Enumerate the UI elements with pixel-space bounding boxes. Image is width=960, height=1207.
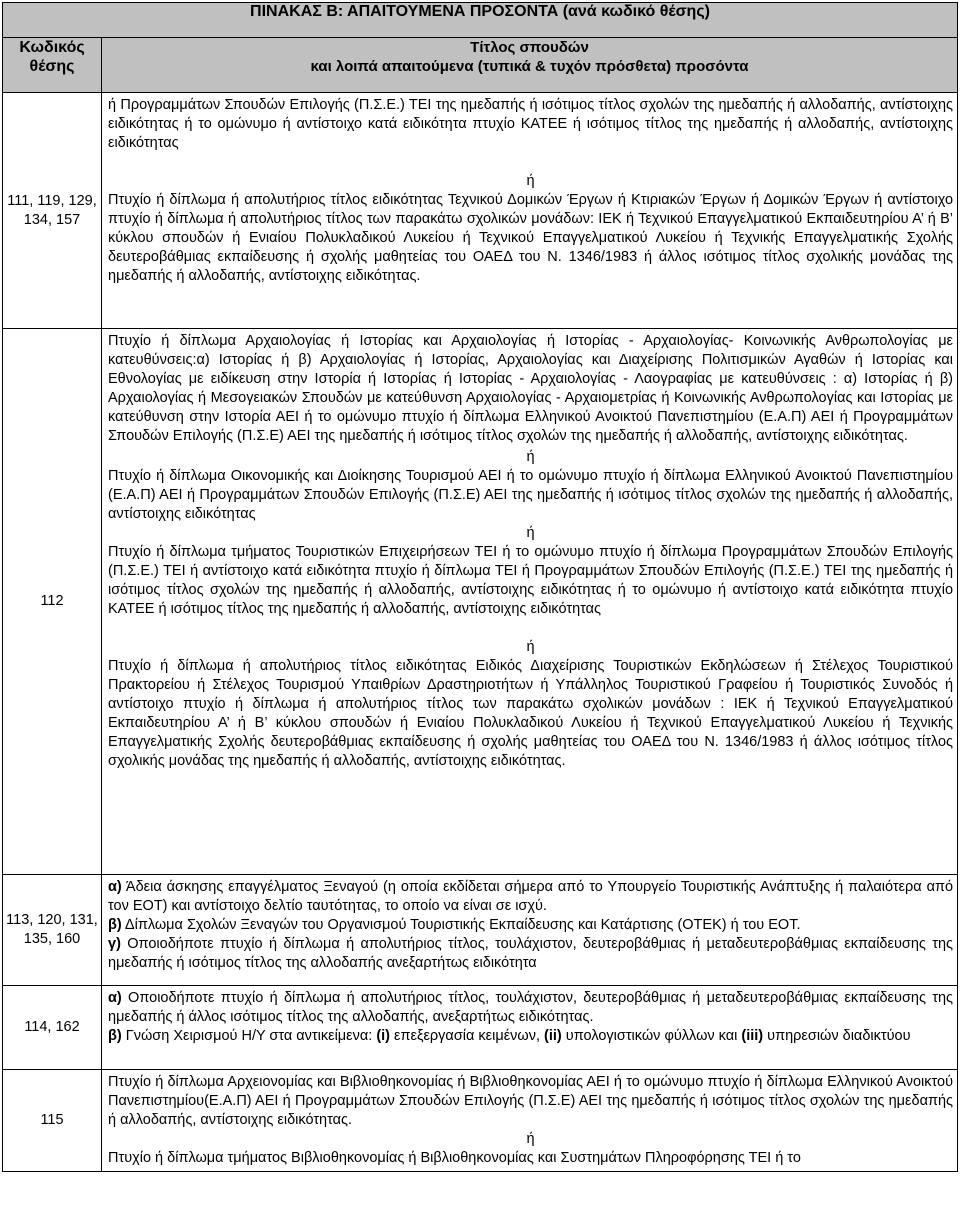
qualifications-cell <box>102 875 958 986</box>
table-row <box>3 875 958 986</box>
table-row <box>3 1070 958 1172</box>
code-header-line2: θέσης <box>29 58 75 75</box>
position-code: 112 <box>3 329 102 875</box>
requirement-a <box>108 878 953 916</box>
or-separator: ή <box>526 449 535 465</box>
item-label: (iii) <box>741 1028 764 1044</box>
qualification-text: Πτυχίο ή δίπλωμα Αρχαιολογίας ή Ιστορίας και Αρχαιολογίας ή Ιστορίας - Αρχαιολογίας- Κοινωνικής Ανθρωπολογίας με κατευθύνσεις:α) Ιστορίας ή β) Αρχαιολογίας ή Ιστορίας, Αρχαιολογίας και Διαχείρισης Πολιτισμικών Αγαθών ή Ιστορίας και Εθνολογίας με ειδίκευση στην Ιστορία ή Ιστορίας ή Ιστορίας - Αρχαιολογίας - Λαογραφίας με κατευθύνσεις : α) Ιστορίας ή β) Αρχαιολογίας ή Μεσογειακών Σπουδών με κατεύθυνση Αρχαιολογίας - Αρχαιομετρίας ή Κοινωνικής Ανθρωπολογίας και Ιστορίας με κατεύθυνση στην Ιστορία ΑΕΙ ή το ομώνυμο πτυχίο ή δίπλωμα Ελληνικού Ανοικτού Πανεπιστημίου (Ε.Α.Π) ΑΕΙ ή Προγραμμάτων Σπουδών Επιλογής (Π.Σ.Ε) ΑΕΙ της ημεδαπής ή ισότιμος τίτλος σχολών της ημεδαπής ή αλλοδαπής, αντίστοιχης ειδικότητας. <box>108 333 954 444</box>
code-column-header <box>3 38 102 93</box>
title-header-line2: και λοιπά απαιτούμενα (τυπικά & τυχόν πρόσθετα) προσόντα <box>310 58 749 75</box>
item-text: Δίπλωμα Σχολών Ξεναγών του Οργανισμού Τουριστικής Εκπαίδευσης και Κατάρτισης (ΟΤΕΚ) ή του ΕΟΤ. <box>124 917 801 933</box>
item-label: α) <box>108 879 122 895</box>
requirement-a <box>108 989 953 1027</box>
qualification-text: Πτυχίο ή δίπλωμα Οικονομικής και Διοίκησης Τουρισμού ΑΕΙ ή το ομώνυμο πτυχίο ή δίπλωμα Ελληνικού Ανοικτού Πανεπιστημίου (Ε.Α.Π) ΑΕΙ ή Προγραμμάτων Σπουδών Επιλογής (Π.Σ.Ε) ΑΕΙ της ημεδαπής ή ισότιμος τίτλος σχολών της ημεδαπής ή αλλοδαπής, αντίστοιχης ειδικότητας <box>108 468 954 522</box>
item-label: α) <box>108 990 122 1006</box>
code-header-line1: Κωδικός <box>19 39 85 56</box>
item-label: γ) <box>108 936 121 952</box>
qualification-text: Πτυχίο ή δίπλωμα τμήματος Βιβλιοθηκονομίας ή Βιβλιοθηκονομίας και Συστημάτων Πληροφόρησης ΤΕΙ ή το <box>108 1150 801 1166</box>
position-code: 115 <box>3 1070 102 1172</box>
table-row <box>3 329 958 875</box>
or-separator: ή <box>526 639 535 655</box>
item-text: Οποιοδήποτε πτυχίο ή δίπλωμα ή απολυτήριος τίτλος, τουλάχιστον, δευτεροβάθμιας ή μεταδευτεροβάθμιας εκπαίδευσης της ημεδαπής ή άλλος ισότιμος τίτλος της αλλοδαπής, ανεξαρτήτως ειδικότητας. <box>108 990 954 1025</box>
table-title: ΠΙΝΑΚΑΣ Β: ΑΠΑΙΤΟΥΜΕΝΑ ΠΡΟΣΟΝΤΑ (ανά κωδικό θέσης) <box>3 3 958 38</box>
item-text: επεξεργασία κειμένων, <box>394 1028 541 1044</box>
item-label: β) <box>108 917 122 933</box>
qualification-text: ή Προγραμμάτων Σπουδών Επιλογής (Π.Σ.Ε.) ΤΕΙ της ημεδαπής ή ισότιμος τίτλος σχολών της ημεδαπής ή αλλοδαπής, αντίστοιχης ειδικότητας ή το ομώνυμο ή αντίστοιχο κατά ειδικότητα πτυχίο ΚΑΤΕΕ ή ισότιμος τίτλος της ημεδαπής ή αλλοδαπής, αντίστοιχης ειδικότητας <box>108 97 954 151</box>
requirement-b <box>108 1027 953 1046</box>
or-separator: ή <box>526 173 535 189</box>
position-code: 111, 119, 129, 134, 157 <box>3 93 102 329</box>
requirement-b <box>108 916 953 935</box>
qualification-text: Πτυχίο ή δίπλωμα Αρχειονομίας και Βιβλιοθηκονομίας ή Βιβλιοθηκονομίας ΑΕΙ ή το ομώνυμο πτυχίο ή δίπλωμα Ελληνικού Ανοικτού Πανεπιστημίου(Ε.Α.Π) ΑΕΙ ή Προγραμμάτων Σπουδών Επιλογής (Π.Σ.Ε) ΑΕΙ της ημεδαπής ή ισότιμος τίτλος σχολών της ημεδαπής ή αλλοδαπής, αντίστοιχης ειδικότητας. <box>108 1074 954 1128</box>
item-text: υπηρεσιών διαδικτύου <box>767 1028 911 1044</box>
item-text: Γνώση Χειρισμού Η/Υ στα αντικείμενα: <box>125 1028 373 1044</box>
requirement-c <box>108 935 953 973</box>
position-code: 114, 162 <box>3 986 102 1070</box>
item-text: υπολογιστικών φύλλων και <box>565 1028 738 1044</box>
qualification-text: Πτυχίο ή δίπλωμα ή απολυτήριος τίτλος ειδικότητας Τεχνικού Δομικών Έργων ή Κτιριακών Έργων ή Δομικών Έργων ή αντίστοιχο πτυχίο ή δίπλωμα ή απολυτήριος τίτλος των παρακάτω σχολικών μονάδων: ΙΕΚ ή Τεχνικού Επαγγελματικού Εκπαιδευτηρίου Α’ ή Β’ κύκλου σπουδών ή Ενιαίου Πολυκλαδικού Λυκείου ή Τεχνικού Επαγγελματικού Λυκείου ή Τεχνικής Επαγγελματικής Σχολής δευτεροβάθμιας εκπαίδευσης ή σχολής μαθητείας του ΟΑΕΔ του Ν. 1346/1983 ή άλλος ισότιμος τίτλος σχολικής μονάδας της ημεδαπής ή αλλοδαπής, αντίστοιχης ειδικότητας. <box>108 192 954 284</box>
position-code: 113, 120, 131, 135, 160 <box>3 875 102 986</box>
item-text: Άδεια άσκησης επαγγέλματος Ξεναγού (η οποία εκδίδεται σήμερα από το Υπουργείο Τουριστικής Ανάπτυξης ή παλαιότερα από τον ΕΟΤ) και αντίστοιχο δελτίο ταυτότητας, το οποίο να είναι σε ισχύ. <box>108 879 954 914</box>
table-row <box>3 986 958 1070</box>
qualifications-cell <box>102 329 958 875</box>
table-title-row <box>3 3 958 38</box>
requirements-table <box>2 2 958 1172</box>
qualifications-cell <box>102 1070 958 1172</box>
qualifications-cell <box>102 93 958 329</box>
item-label: (i) <box>376 1028 391 1044</box>
item-label: β) <box>108 1028 122 1044</box>
title-header-line1: Τίτλος σπουδών <box>470 39 589 56</box>
table-header-row <box>3 38 958 93</box>
or-separator: ή <box>526 1131 535 1147</box>
qualification-text: Πτυχίο ή δίπλωμα ή απολυτήριος τίτλος ειδικότητας Ειδικός Διαχείρισης Τουριστικών Εκδηλώσεων ή Στέλεχος Τουριστικού Πρακτορείου ή Στέλεχος Τουρισμού Υπαιθρίων Δραστηριοτήτων ή Υπάλληλος Τουριστικού Γραφείου ή Τουριστικός Συνοδός ή αντίστοιχο πτυχίο ή δίπλωμα ή απολυτήριος τίτλος των παρακάτω σχολικών μονάδων : ΙΕΚ ή Τεχνικού Επαγγελματικού Εκπαιδευτηρίου Α’ ή Β’ κύκλου σπουδών ή Ενιαίου Πολυκλαδικού Λυκείου ή Τεχνικού Επαγγελματικού Λυκείου ή Τεχνικής Επαγγελματικής Σχολής δευτεροβάθμιας εκπαίδευσης ή σχολής μαθητείας του ΟΑΕΔ του Ν. 1346/1983 ή άλλος ισότιμος τίτλος σχολικής μονάδας της ημεδαπής ή αλλοδαπής, αντίστοιχης ειδικότητας. <box>108 658 954 769</box>
or-separator: ή <box>526 525 535 541</box>
qualifications-cell <box>102 986 958 1070</box>
item-text: Οποιοδήποτε πτυχίο ή δίπλωμα ή απολυτήριος τίτλος, τουλάχιστον, δευτεροβάθμιας ή μεταδευτεροβάθμιας εκπαίδευσης της ημεδαπής ή ισότιμος τίτλος της αλλοδαπής ανεξαρτήτως ειδικότητα <box>108 936 954 971</box>
item-label: (ii) <box>544 1028 562 1044</box>
qualification-text: Πτυχίο ή δίπλωμα τμήματος Τουριστικών Επιχειρήσεων ΤΕΙ ή το ομώνυμο πτυχίο ή δίπλωμα Προγραμμάτων Σπουδών Επιλογής (Π.Σ.Ε.) ΤΕΙ ή αντίστοιχο κατά ειδικότητα πτυχίο ή δίπλωμα ΤΕΙ ή Προγραμμάτων Σπουδών Επιλογής (Π.Σ.Ε.) ΤΕΙ της ημεδαπής ή ισότιμος τίτλος σχολών της ημεδαπής ή αλλοδαπής, αντίστοιχης ειδικότητας ή το ομώνυμο ή αντίστοιχο κατά ειδικότητα πτυχίο ΚΑΤΕΕ ή ισότιμος τίτλος της ημεδαπής ή αλλοδαπής, αντίστοιχης ειδικότητας <box>108 544 954 617</box>
title-column-header <box>102 38 958 93</box>
table-row <box>3 93 958 329</box>
